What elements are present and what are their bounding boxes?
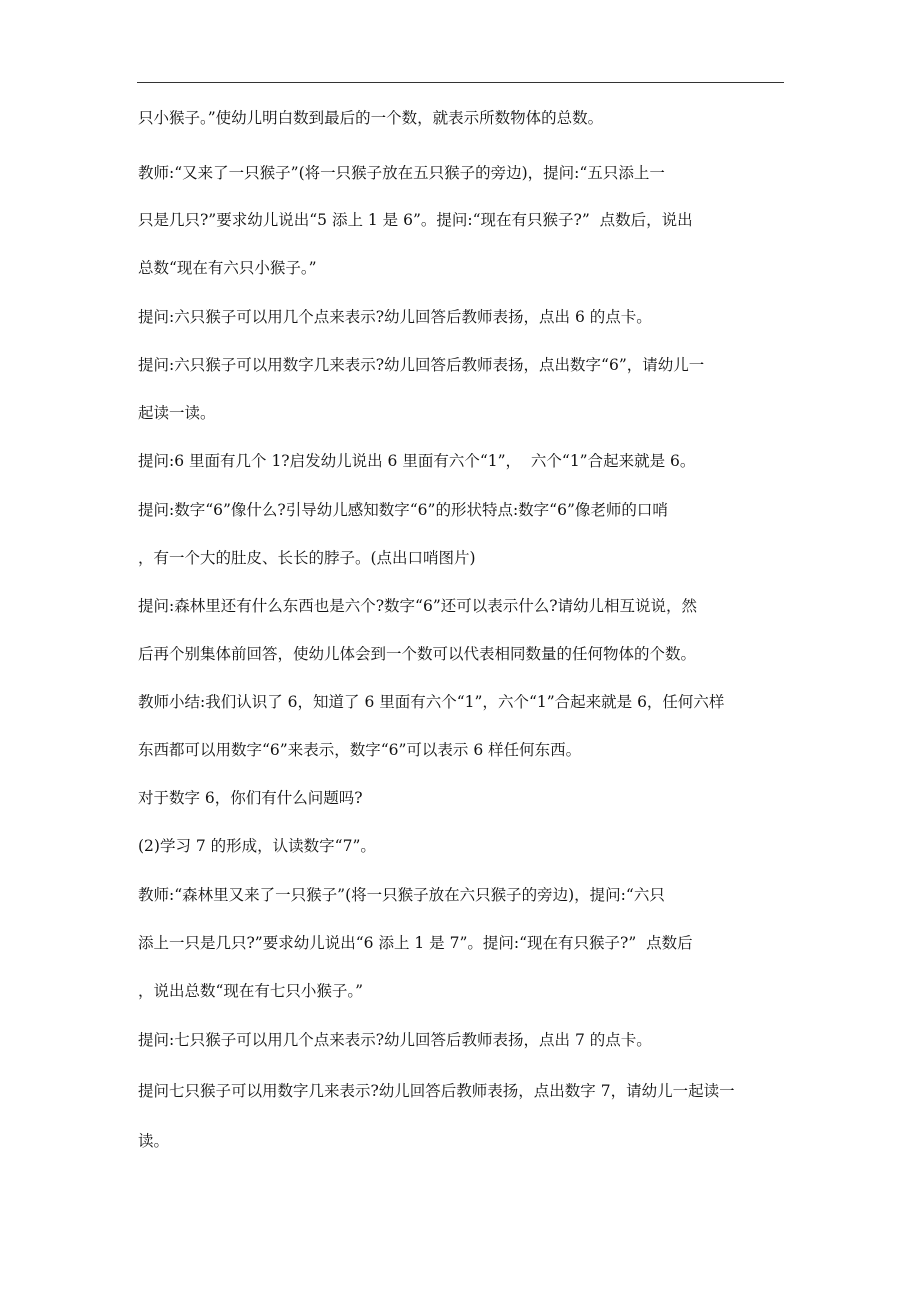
text-line-3: 只是几只?”要求幼儿说出“5 添上 1 是 6”。提问:“现在有只猴子?” 点数后，说出	[138, 211, 693, 229]
text-line-6: 提问:六只猴子可以用数字几来表示?幼儿回答后教师表扬，点出数字“6”，请幼儿一	[138, 356, 705, 374]
text-line-8: 提问:6 里面有几个 1?启发幼儿说出 6 里面有六个“1”， 六个“1”合起来就是 6。	[138, 452, 696, 470]
text-line-15: 对于数字 6，你们有什么问题吗?	[138, 789, 363, 807]
text-line-10: ，有一个大的肚皮、长长的脖子。(点出口哨图片)	[138, 549, 476, 567]
text-line-5: 提问:六只猴子可以用几个点来表示?幼儿回答后教师表扬，点出 6 的点卡。	[138, 308, 652, 326]
text-line-14: 东西都可以用数字“6”来表示，数字“6”可以表示 6 样任何东西。	[138, 741, 582, 759]
text-line-16: (2)学习 7 的形成，认读数字“7”。	[138, 837, 376, 855]
header-rule	[137, 82, 784, 83]
text-line-21: 提问七只猴子可以用数字几来表示?幼儿回答后教师表扬，点出数字 7，请幼儿一起读一	[138, 1082, 735, 1100]
text-line-2: 教师:“又来了一只猴子”(将一只猴子放在五只猴子的旁边)，提问:“五只添上一	[138, 164, 665, 182]
text-line-1: 只小猴子。”使幼儿明白数到最后的一个数，就表示所数物体的总数。	[138, 109, 604, 127]
text-line-22: 读。	[138, 1132, 170, 1150]
text-line-17: 教师:“森林里又来了一只猴子”(将一只猴子放在六只猴子的旁边)，提问:“六只	[138, 886, 665, 904]
text-line-12: 后再个别集体前回答，使幼儿体会到一个数可以代表相同数量的任何物体的个数。	[138, 645, 697, 663]
text-line-20: 提问:七只猴子可以用几个点来表示?幼儿回答后教师表扬，点出 7 的点卡。	[138, 1031, 652, 1049]
text-line-11: 提问:森林里还有什么东西也是六个?数字“6”还可以表示什么?请幼儿相互说说，然	[138, 597, 698, 615]
text-line-9: 提问:数字“6”像什么?引导幼儿感知数字“6”的形状特点:数字“6”像老师的口哨	[138, 501, 668, 519]
text-line-18: 添上一只是几只?”要求幼儿说出“6 添上 1 是 7”。提问:“现在有只猴子?” 点数后	[138, 934, 693, 952]
text-line-19: ，说出总数“现在有七只小猴子。”	[138, 982, 364, 1000]
text-line-4: 总数“现在有六只小猴子。”	[138, 259, 317, 277]
text-line-7: 起读一读。	[138, 404, 216, 422]
text-line-13: 教师小结:我们认识了 6，知道了 6 里面有六个“1”，六个“1”合起来就是 6，任何六样	[138, 693, 725, 711]
